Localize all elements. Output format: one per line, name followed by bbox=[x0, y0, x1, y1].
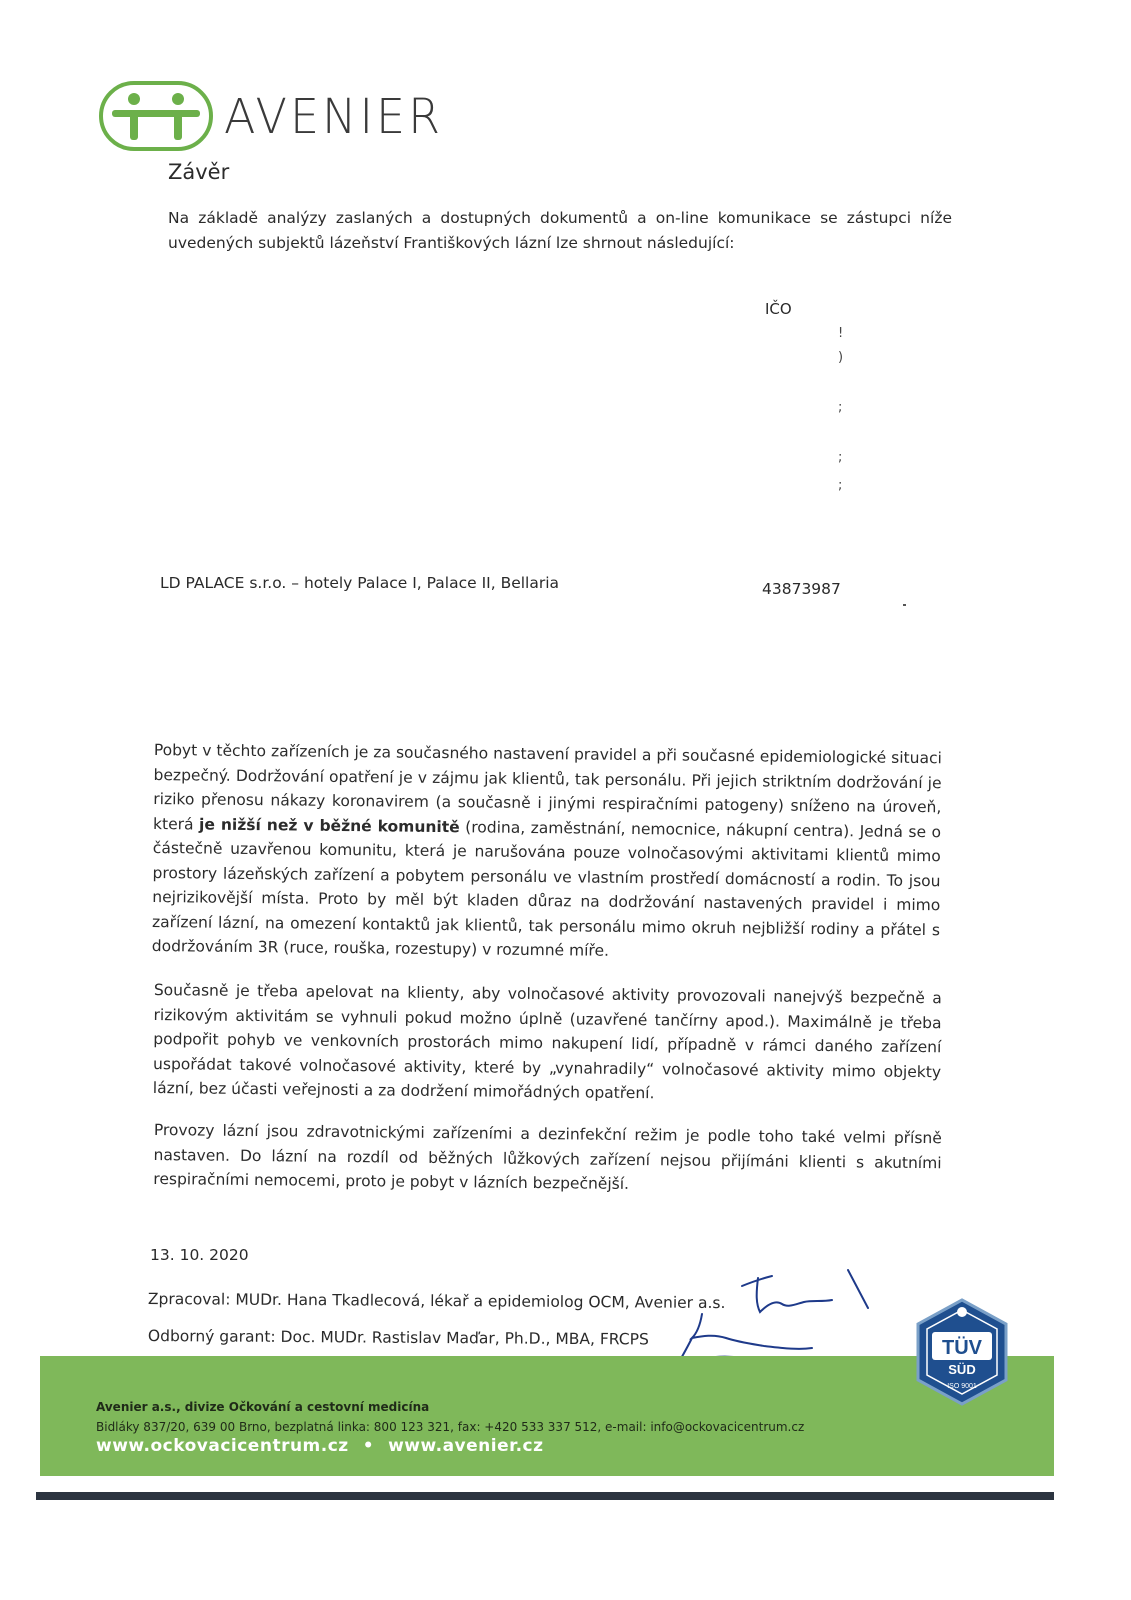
paragraph-1 bbox=[152, 738, 942, 967]
tuv-text: TÜV bbox=[942, 1337, 982, 1359]
sud-text: SÜD bbox=[948, 1362, 976, 1377]
section-heading: Závěr bbox=[168, 160, 230, 184]
website-link-avenier[interactable]: www.avenier.cz bbox=[388, 1436, 544, 1456]
bottom-bar bbox=[36, 1492, 1054, 1500]
professional-guarantor: Odborný garant: Doc. MUDr. Rastislav Maďar, Ph.D., MBA, FRCPS bbox=[147, 1327, 649, 1349]
intro-paragraph: Na základě analýzy zaslaných a dostupných dokumentů a on-line komunikace se zástupci níže uvedených subjektů lázeňství Františkových lázní lze shrnout následující: bbox=[168, 209, 952, 252]
stray-mark bbox=[903, 604, 906, 606]
green-footer bbox=[40, 1356, 1054, 1476]
paragraph-3: Provozy lázní jsou zdravotnickými zařízeními a dezinfekční režim je podle toho také velmi přísně nastaven. Do lázní na rozdíl od běžných lůžkových zařízení nejsou přijímáni klienti s akutními respiračními nemocemi, proto je pobyt v lázních bezpečnější. bbox=[153, 1120, 942, 1193]
document-date: 13. 10. 2020 bbox=[150, 1246, 249, 1264]
logo-text: AVENIER bbox=[224, 87, 444, 145]
ico-column-header: IČO bbox=[765, 300, 792, 318]
paragraph-1-bold: je nižší než v běžné komunitě bbox=[199, 814, 460, 836]
processed-by: Zpracoval: MUDr. Hana Tkadlecová, lékař a epidemiolog OCM, Avenier a.s. bbox=[147, 1290, 726, 1313]
footer-websites bbox=[96, 1436, 544, 1456]
website-separator: • bbox=[362, 1436, 375, 1456]
footer-company: Avenier a.s., divize Očkování a cestovní medicína bbox=[96, 1400, 430, 1414]
footer-address: Bidláky 837/20, 639 00 Brno, bezplatná linka: 800 123 321, fax: +420 533 337 512, e-mail: info@ockovacicentrum.cz bbox=[96, 1420, 805, 1434]
paragraph-1-text-b: (rodina, zaměstnání, nemocnice, nákupní centra). Jedná se o částečně uzavřenou komunitu, která je narušována pouze volnočasovými aktivitami klientů mimo prostory lázeňských zařízení a pobytem personálu ve vlastním prostředí domácností a rodin. To jsou nejrizikovější místa. Proto by měl být kladen důraz na dodržování nastavených pravidel i mimo zařízení lázní, na omezení kontaktů jak klientů, tak personálu mimo okruh nejbližší rodiny a přátel s dodržováním 3R (ruce, rouška, rozestupy) v rozumné míře. bbox=[151, 817, 942, 960]
tuv-sud-certification-badge bbox=[906, 1296, 1018, 1408]
paragraph-1-text-a: Pobyt v těchto zařízeních je za současného nastavení pravidel a při současné epidemiologické situaci bezpečný. Dodržování opatření je v zájmu jak klientů, tak personálu. Při jejich striktním dodržování je riziko přenosu nákazy koronavirem (a současně i jinými respiračními patogeny) sníženo na úroveň, která bbox=[153, 740, 942, 833]
website-link-ockovacicentrum[interactable]: www.ockovacicentrum.cz bbox=[96, 1436, 349, 1456]
document-page: AVENIER Závěr Na základě analýzy zaslaných a dostupných dokumentů a on-line komunikace se zástupci níže uvedených subjektů lázeňství Františkových lázní lze shrnout následující: IČO ! ) ; ; ; LD PALACE s.r.o. – hotely Palace I, Palace II, Bellaria 43873987 Pobyt v těchto zařízeních je za současného nastavení pravidel a při současné epidemiologické situaci bezpečný. Dodržování opatření je v zájmu jak klientů, tak personálu. Při jejich striktním dodržování je riziko přenosu nákazy koronavirem (a současně i jinými respiračními patogeny) sníženo na úroveň, která je nižší než v běžné komunitě (rodina, zaměstnání, nemocnice, nákupní centra). Jedná se o částečně uzavřenou komunitu, která je narušována pouze volnočasovými aktivitami klientů mimo prostory lázeňských zařízení a pobytem personálu ve vlastním prostředí domácností a rodin. To jsou nejrizikovější místa. Proto by měl být kladen důraz na dodržování nastavených pravidel i mimo zařízení lázní, na omezení kontaktů jak klientů, tak personálu mimo okruh nejbližší rodiny a přátel s dodržováním 3R (ruce, rouška, rozestupy) v rozumné míře. Současně je třeba apelovat na klienty, aby volnočasové aktivity provozovali nanejvýš bezpečně a rizikovým aktivitám se vyhnuli pokud možno úplně (uzavřené tančírny apod.). Maximálně je třeba podpořit pohyb ve venkovních prostorách mimo nakupení lidí, případně v rámci daného zařízení uspořádat takové volnočasové aktivity, které by „vynahradily“ volnočasové aktivity mimo objekty lázní, bez účasti veřejnosti a za dodržení mimořádných opatření. Provozy lázní jsou zdravotnickými zařízeními a dezinfekční režim je podle toho také velmi přísně nastaven. Do lázní na rozdíl od běžných lůžkových zařízení nejsou přijímáni klienti s akutními respiračními nemocemi, proto je pobyt v lázních bezpečnější. 13. 10. 2020 Zpracoval: MUDr. Hana Tkadlecová, lékař a epidemiolog OCM, Avenier a.s. Odborný garant: Doc. MUDr. Rastislav Maďar, Ph.D., MBA, FRCPS Avenier a.s., divize Očkování a cestovní medicína Bidláky 837/20, 639 00 Brno, bezplatná linka: 800 123 321, fax: +420 533 337 512, e-mail: info@ockovacicentrum.cz www.ockovacicentrum.cz • www.avenier.cz TÜV SÜD ISO 9001 bbox=[0, 0, 1131, 1600]
avenier-logo-icon bbox=[98, 80, 214, 152]
iso-text: ISO 9001 bbox=[947, 1383, 977, 1390]
paragraph-2: Současně je třeba apelovat na klienty, aby volnočasové aktivity provozovali nanejvýš bezpečně a rizikovým aktivitám se vyhnuli pokud možno úplně (uzavřené tančírny apod.). Maximálně je třeba podpořit pohyb ve venkovních prostorách mimo nakupení lidí, případně v rámci daného zařízení uspořádat takové volnočasové aktivity, které by „vynahradily“ volnočasové aktivity mimo objekty lázní, bez účasti veřejnosti a za dodržení mimořádných opatření. bbox=[152, 980, 942, 1103]
avenier-logo bbox=[98, 80, 443, 152]
company-ico: 43873987 bbox=[762, 580, 841, 598]
company-name: LD PALACE s.r.o. – hotely Palace I, Palace II, Bellaria bbox=[160, 574, 560, 592]
